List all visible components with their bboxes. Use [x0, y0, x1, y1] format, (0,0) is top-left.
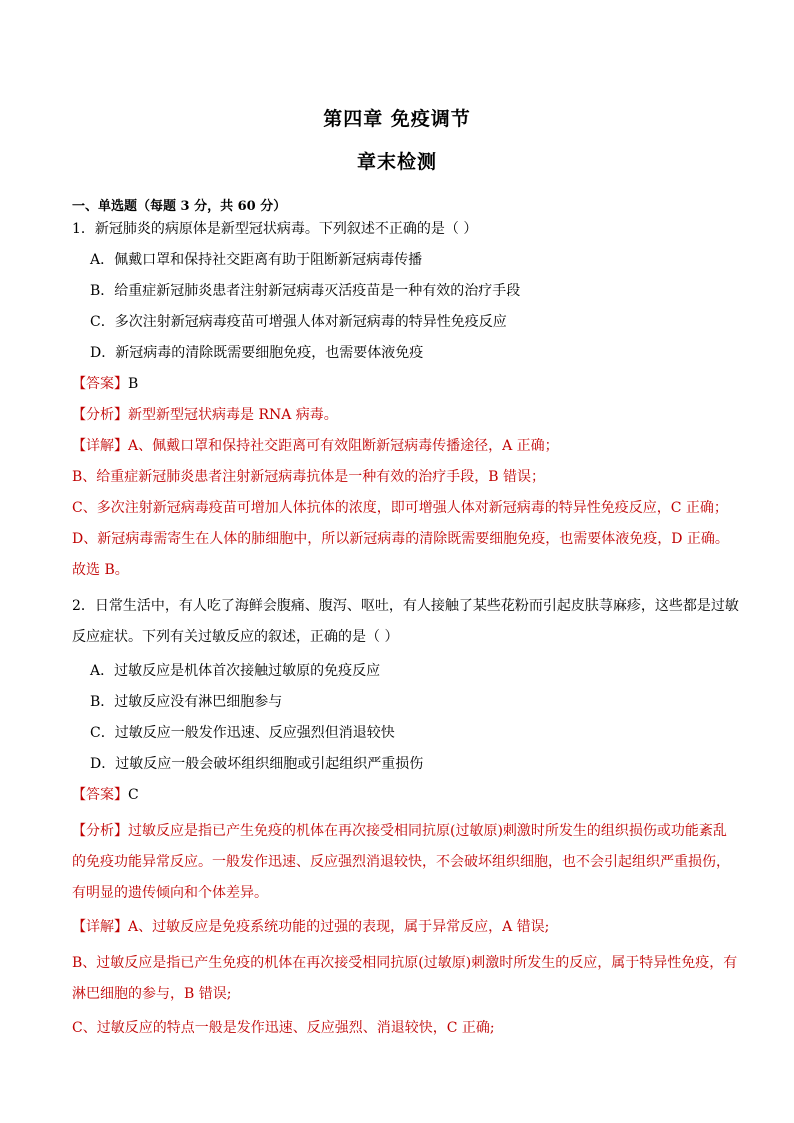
detail-line: B、过敏反应是指已产生免疫的机体在再次接受相同抗原(过敏原)刺激时所发生的反应，属于特异性免疫，有淋巴细胞的参与，B 错误; [72, 955, 738, 1002]
question-2-detail [72, 917, 740, 937]
question-1-analysis [72, 405, 740, 425]
detail-line: A、过敏反应是免疫系统功能的过强的表现，属于异常反应，A 错误; [128, 919, 550, 935]
question-1-detail [72, 436, 740, 456]
question-2-option-b: B．过敏反应没有淋巴细胞参与 [90, 694, 283, 710]
question-1-stem: 1．新冠肺炎的病原体是新型冠状病毒。下列叙述不正确的是（ ） [72, 221, 478, 237]
analysis-text: 过敏反应是指已产生免疫的机体在再次接受相同抗原(过敏原)刺激时所发生的组织损伤或功能紊乱的免疫功能异常反应。一般发作迅速、反应强烈消退较快，不会破坏组织细胞，也不会引起组织严重损伤，有明显的遗传倾向和个体差异。 [72, 823, 730, 901]
analysis-tag: 【分析】 [72, 823, 128, 839]
answer-value: C [128, 787, 139, 803]
detail-line: B、给重症新冠肺炎患者注射新冠病毒抗体是一种有效的治疗手段，B 错误； [72, 469, 546, 485]
question-2-stem: 2．日常生活中，有人吃了海鲜会腹痛、腹泻、呕吐，有人接触了某些花粉而引起皮肤荨麻疹，这些都是过敏反应症状。下列有关过敏反应的叙述，正确的是（ ） [72, 598, 739, 645]
chapter-title: 第四章 免疫调节 [323, 108, 471, 130]
answer-tag: 【答案】 [72, 787, 128, 803]
question-1-answer [72, 374, 740, 394]
detail-tag: 【详解】 [72, 438, 128, 454]
answer-tag: 【答案】 [72, 376, 128, 392]
detail-line: A、佩戴口罩和保持社交距离可有效阻断新冠病毒传播途径，A 正确； [128, 438, 559, 454]
question-2-option-d: D．过敏反应一般会破坏组织细胞或引起组织严重损伤 [90, 756, 424, 772]
analysis-text: 新型新型冠状病毒是 RNA 病毒。 [128, 407, 338, 423]
question-2-option-c: C．过敏反应一般发作迅速、反应强烈但消退较快 [90, 725, 395, 741]
page-subtitle: 章末检测 [356, 151, 437, 173]
analysis-tag: 【分析】 [72, 407, 128, 423]
detail-tag: 【详解】 [72, 919, 128, 935]
document-body [72, 198, 740, 1049]
question-1-option-d: D．新冠病毒的清除既需要细胞免疫，也需要体液免疫 [90, 345, 424, 361]
detail-line: D、新冠病毒需寄生在人体的肺细胞中，所以新冠病毒的清除既需要细胞免疫，也需要体液免疫，D 正确。 [72, 531, 729, 547]
question-2-answer [72, 785, 740, 805]
detail-line: C、多次注射新冠病毒疫苗可增加人体抗体的浓度，即可增强人体对新冠病毒的特异性免疫反应，C 正确； [72, 500, 728, 516]
answer-value: B [128, 376, 139, 392]
question-2-analysis [72, 816, 740, 909]
question-1-option-a: A．佩戴口罩和保持社交距离有助于阻断新冠病毒传播 [90, 252, 423, 268]
question-2-option-a: A．过敏反应是机体首次接触过敏原的免疫反应 [90, 663, 381, 679]
question-1-option-c: C．多次注射新冠病毒疫苗可增强人体对新冠病毒的特异性免疫反应 [90, 314, 507, 330]
detail-conclusion: 故选 B。 [72, 562, 129, 578]
section-heading: 一、单选题（每题 3 分，共 60 分） [72, 199, 287, 214]
question-1-option-b: B．给重症新冠肺炎患者注射新冠病毒灭活疫苗是一种有效的治疗手段 [90, 283, 521, 299]
detail-line: C、过敏反应的特点一般是发作迅速、反应强烈、消退较快，C 正确; [72, 1020, 495, 1036]
